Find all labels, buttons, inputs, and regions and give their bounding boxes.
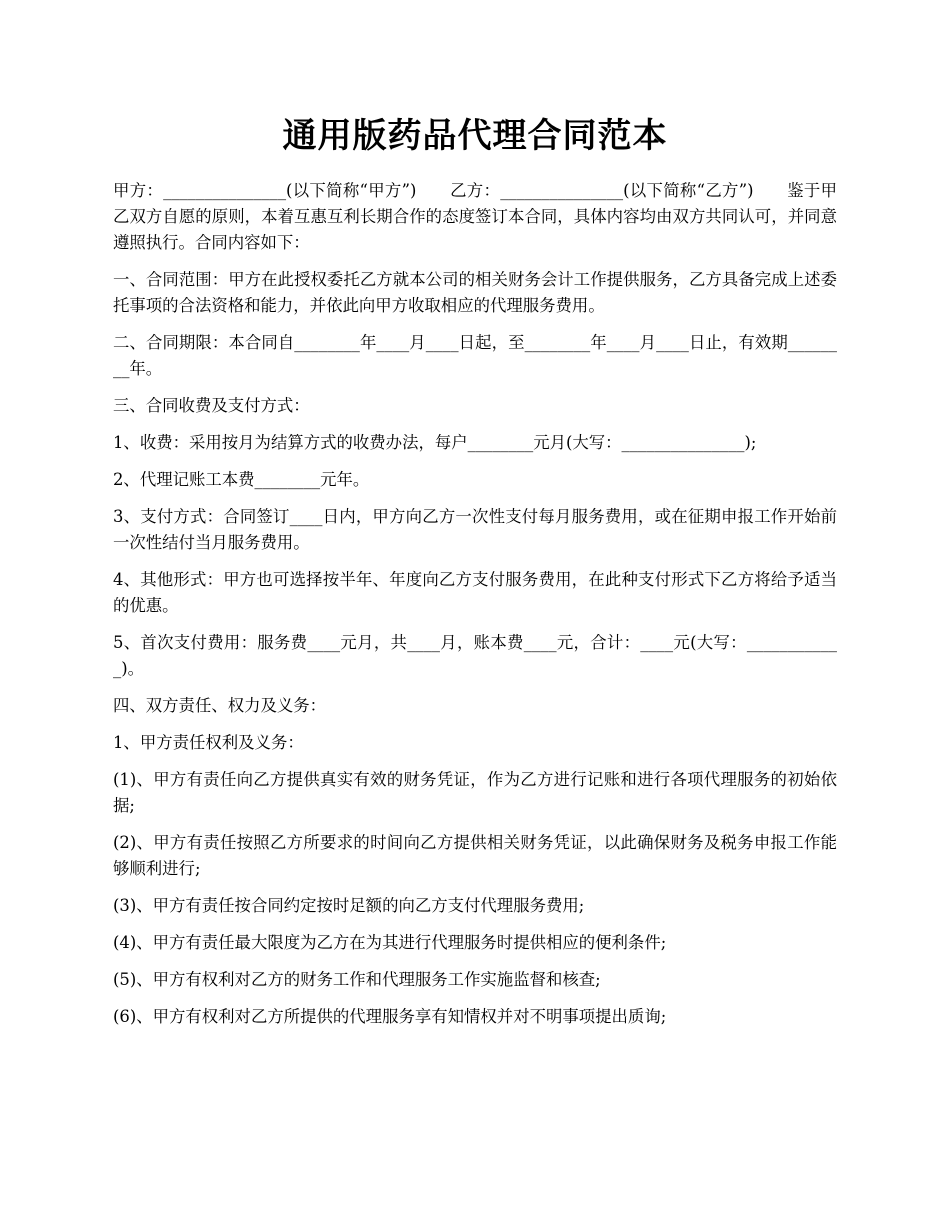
list-item: (4)、甲方有责任最大限度为乙方在为其进行代理服务时提供相应的便利条件; (113, 933, 667, 952)
heading-fees-payment: 三、合同收费及支付方式： (113, 396, 310, 415)
paragraph-first-payment: 5、首次支付费用：服务费____元月，共____月，账本费____元，合计：____元(大写：____________)。 (113, 633, 837, 678)
list-item: (1)、甲方有责任向乙方提供真实有效的财务凭证，作为乙方进行记账和进行各项代理服务的初始依据; (113, 770, 837, 815)
heading-party-a-duties: 1、甲方责任权利及义务： (113, 733, 304, 752)
paragraph-parties-preamble: 甲方：_______________(以下简称“甲方”) 乙方：_______________(以下简称“乙方”) 鉴于甲乙双方自愿的原则，本着互惠互利长期合作的态度签订本合同，具体内容均由双方共同认可，并同意遵照执行。合同内容如下： (113, 181, 837, 252)
paragraph-fee: 1、收费：采用按月为结算方式的收费办法，每户________元月(大写：_______________); (113, 433, 757, 452)
document-title: 通用版药品代理合同范本 (282, 116, 668, 156)
list-item: (6)、甲方有权利对乙方所提供的代理服务享有知情权并对不明事项提出质询; (113, 1007, 667, 1026)
document-body (113, 178, 837, 1041)
paragraph-contract-term: 二、合同期限：本合同自________年____月____日起，至________年____月____日止，有效期________年。 (113, 333, 837, 378)
list-item: (3)、甲方有责任按合同约定按时足额的向乙方支付代理服务费用; (113, 896, 585, 915)
list-item: (2)、甲方有责任按照乙方所要求的时间向乙方提供相关财务凭证，以此确保财务及税务申报工作能够顺利进行; (113, 833, 837, 878)
paragraph-bookkeeping-cost: 2、代理记账工本费________元年。 (113, 470, 370, 489)
paragraph-payment-method: 3、支付方式：合同签订____日内，甲方向乙方一次性支付每月服务费用，或在征期申报工作开始前一次性结付当月服务费用。 (113, 507, 837, 552)
heading-responsibilities: 四、双方责任、权力及义务： (113, 696, 327, 715)
list-item: (5)、甲方有权利对乙方的财务工作和代理服务工作实施监督和核查; (113, 970, 601, 989)
paragraph-other-forms: 4、其他形式：甲方也可选择按半年、年度向乙方支付服务费用，在此种支付形式下乙方将给予适当的优惠。 (113, 570, 837, 615)
paragraph-contract-scope: 一、合同范围：甲方在此授权委托乙方就本公司的相关财务会计工作提供服务，乙方具备完成上述委托事项的合法资格和能力，并依此向甲方收取相应的代理服务费用。 (113, 270, 837, 315)
